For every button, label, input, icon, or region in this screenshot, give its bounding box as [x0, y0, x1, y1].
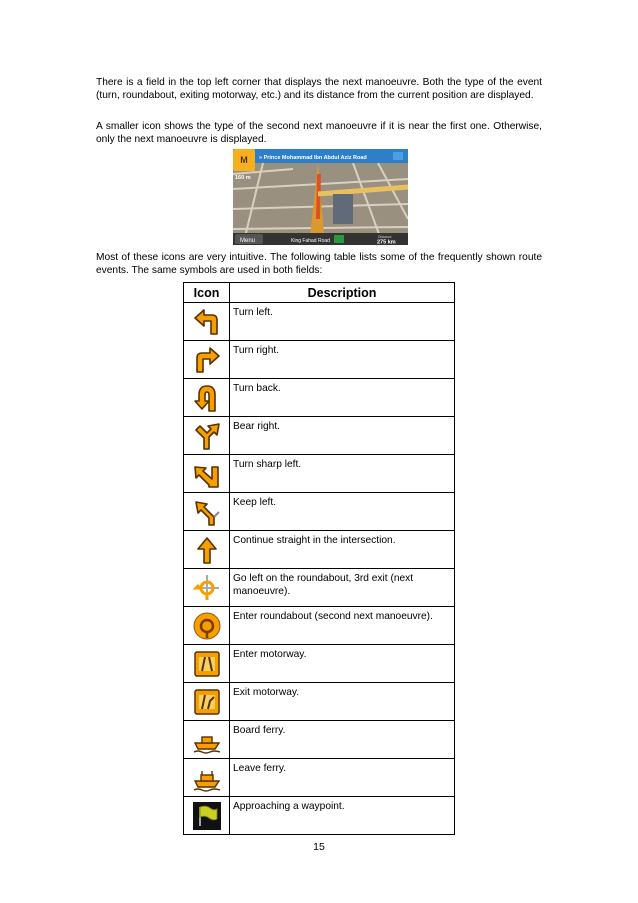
table-row: [184, 303, 455, 341]
icon-cell: [184, 645, 230, 683]
icon-cell: [184, 493, 230, 531]
exit-motorway-icon: [192, 687, 222, 717]
table-row: [184, 797, 455, 835]
description-cell: Enter motorway.: [230, 645, 455, 683]
turn-back-icon: [192, 383, 222, 413]
icon-cell: [184, 455, 230, 493]
continue-straight-icon: [192, 535, 222, 565]
table-row: [184, 417, 455, 455]
table-row: [184, 607, 455, 645]
icon-cell: [184, 721, 230, 759]
table-row: [184, 759, 455, 797]
description-cell: Turn left.: [230, 303, 455, 341]
icon-column-header: Icon: [184, 283, 230, 303]
description-cell: Enter roundabout (second next manoeuvre).: [230, 607, 455, 645]
nav-eta-label: Distance: [378, 235, 392, 239]
nav-menu-label: Menu: [240, 238, 256, 244]
icon-cell: [184, 303, 230, 341]
navigation-screenshot: [233, 149, 408, 245]
icon-cell: [184, 417, 230, 455]
description-cell: Turn back.: [230, 379, 455, 417]
icon-cell: [184, 683, 230, 721]
description-cell: Turn sharp left.: [230, 455, 455, 493]
bear-right-icon: [192, 421, 222, 451]
second-manoeuvre-paragraph: A smaller icon shows the type of the second next manoeuvre if it is near the first one. Otherwise, only the next manoeuvre is displayed.: [96, 121, 542, 146]
table-row: [184, 341, 455, 379]
table-row: [184, 683, 455, 721]
enter-roundabout-icon: [192, 611, 222, 641]
table-row: [184, 721, 455, 759]
description-cell: Exit motorway.: [230, 683, 455, 721]
enter-motorway-icon: [192, 649, 222, 679]
table-intro-paragraph: Most of these icons are very intuitive. The following table lists some of the frequently shown route events. The same symbols are used in both fields:: [96, 252, 542, 277]
icon-cell: [184, 759, 230, 797]
description-column-header: Description: [230, 283, 455, 303]
roundabout-left-icon: [192, 573, 222, 603]
turn-sharp-left-icon: [192, 459, 222, 489]
icon-cell: [184, 797, 230, 835]
turn-right-icon: [192, 345, 222, 375]
route-events-table: [183, 282, 455, 835]
keep-left-icon: [192, 497, 222, 527]
page-number: 15: [313, 841, 325, 853]
nav-street-name: » Prince Mohammad Ibn Abdul Aziz Road: [259, 155, 367, 161]
leave-ferry-icon: [192, 763, 222, 793]
table-header-row: [184, 283, 455, 303]
description-cell: Go left on the roundabout, 3rd exit (next manoeuvre).: [230, 569, 455, 607]
description-cell: Leave ferry.: [230, 759, 455, 797]
nav-distance: 160 m: [235, 175, 251, 181]
description-cell: Bear right.: [230, 417, 455, 455]
nav-bottom-road: King Fahad Road: [291, 238, 330, 244]
table-row: [184, 569, 455, 607]
description-cell: Keep left.: [230, 493, 455, 531]
board-ferry-icon: [192, 725, 222, 755]
description-cell: Turn right.: [230, 341, 455, 379]
description-cell: Approaching a waypoint.: [230, 797, 455, 835]
icon-cell: [184, 341, 230, 379]
description-cell: Continue straight in the intersection.: [230, 531, 455, 569]
table-row: [184, 379, 455, 417]
icon-cell: [184, 379, 230, 417]
icon-cell: [184, 531, 230, 569]
intro-paragraph: There is a field in the top left corner that displays the next manoeuvre. Both the type of the event (turn, roundabout, exiting motorway, etc.) and its distance from the current position are displayed.: [96, 77, 542, 102]
table-row: [184, 531, 455, 569]
table-row: [184, 645, 455, 683]
table-row: [184, 455, 455, 493]
waypoint-flag-icon: [192, 801, 222, 831]
icon-cell: [184, 607, 230, 645]
turn-left-icon: [192, 307, 222, 337]
description-cell: Board ferry.: [230, 721, 455, 759]
svg-text:M: M: [240, 155, 248, 165]
icon-cell: [184, 569, 230, 607]
nav-remaining: 275 km: [377, 239, 396, 245]
table-row: [184, 493, 455, 531]
